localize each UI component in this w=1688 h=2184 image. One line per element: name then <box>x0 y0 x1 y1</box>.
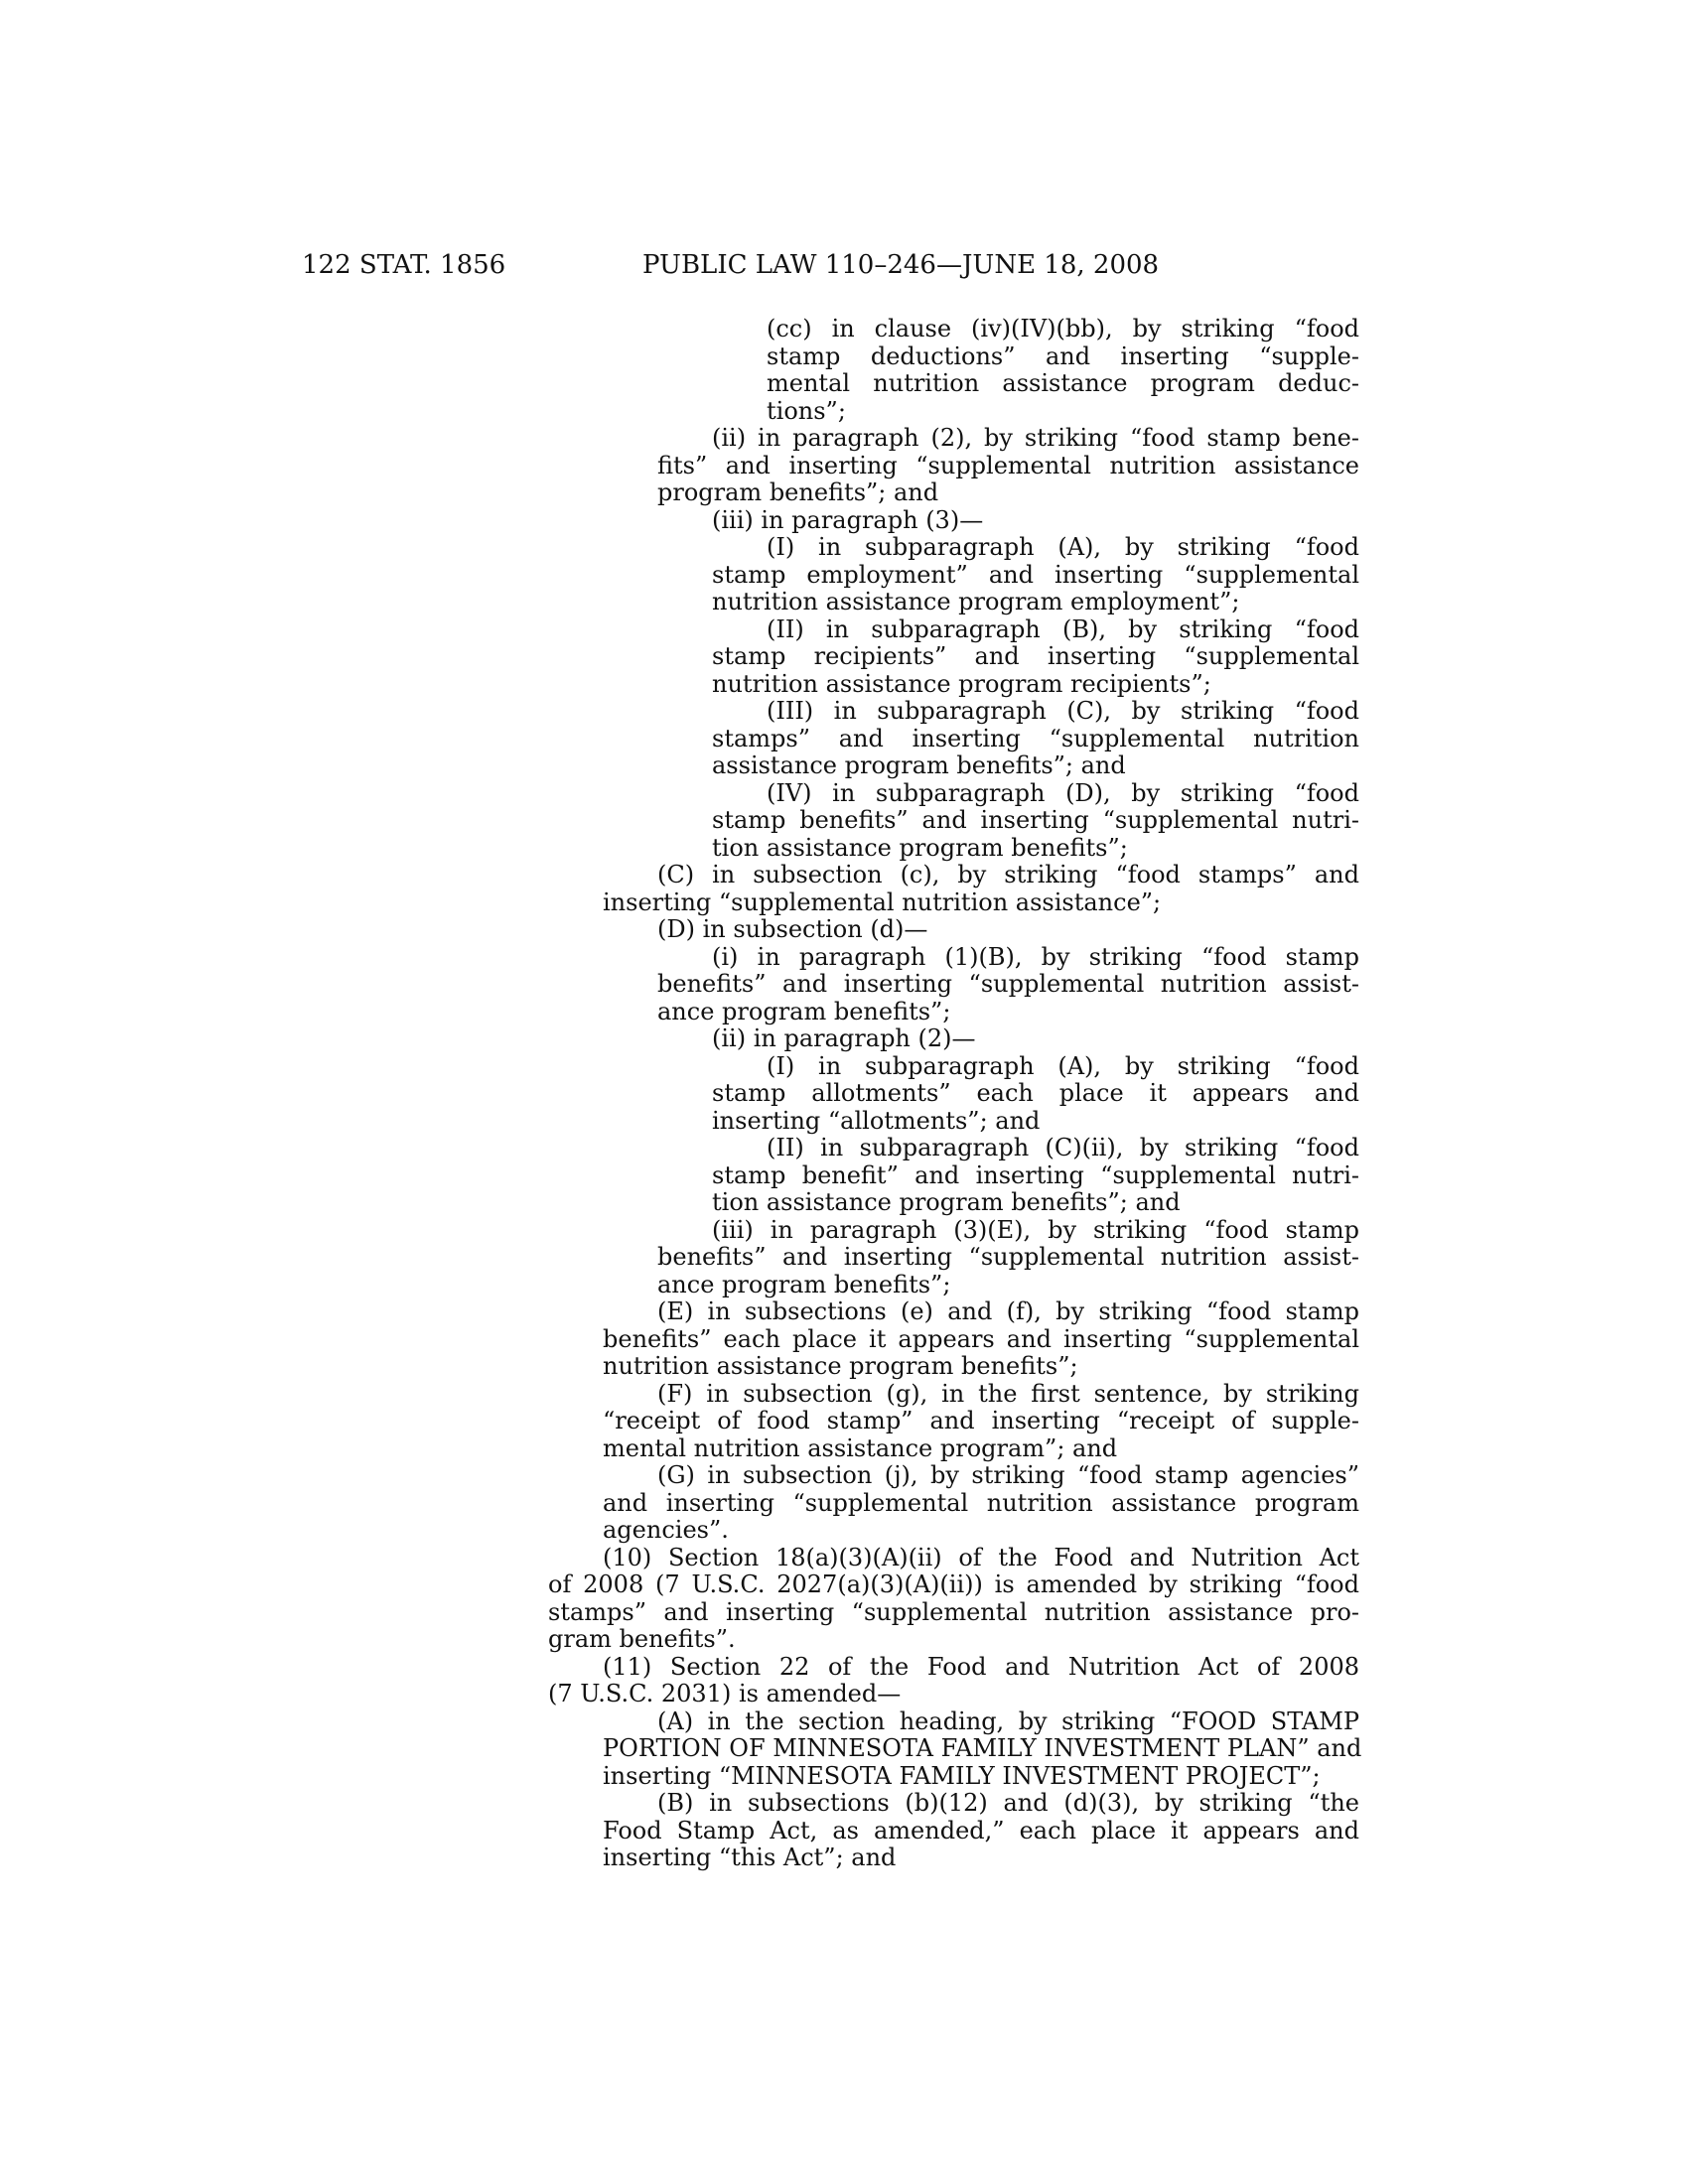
text-line: stamp benefits” and inserting “supplemental nutri- <box>712 806 1359 834</box>
text-line: Food Stamp Act, as amended,” each place it appears and <box>603 1816 1359 1844</box>
text-line: tion assistance program benefits”; <box>712 833 1128 862</box>
text-line: (i) in paragraph (1)(B), by striking “food stamp <box>712 942 1359 971</box>
text-line: agencies”. <box>603 1516 729 1544</box>
text-line: (D) in subsection (d)— <box>657 915 928 943</box>
text-line: (B) in subsections (b)(12) and (d)(3), by striking “the <box>657 1789 1359 1817</box>
text-line: benefits” and inserting “supplemental nutrition assist- <box>657 1243 1359 1271</box>
text-line: (7 U.S.C. 2031) is amended— <box>548 1680 902 1707</box>
text-line: mental nutrition assistance program”; and <box>603 1433 1118 1462</box>
text-line: stamp employment” and inserting “supplemental <box>712 560 1359 589</box>
text-line: tion assistance program benefits”; and <box>712 1188 1181 1216</box>
text-line: (II) in subparagraph (B), by striking “food <box>767 614 1359 643</box>
text-line: (C) in subsection (c), by striking “food stamps” and <box>657 861 1359 888</box>
text-line: (I) in subparagraph (A), by striking “food <box>767 533 1359 561</box>
text-line: nutrition assistance program recipients”; <box>712 669 1211 698</box>
public-law-title: PUBLIC LAW 110–246—JUNE 18, 2008 <box>642 250 1160 280</box>
text-line: (iii) in paragraph (3)— <box>712 505 984 534</box>
text-line: of 2008 (7 U.S.C. 2027(a)(3)(A)(ii)) is amended by striking “food <box>548 1570 1359 1598</box>
text-line: benefits” each place it appears and inserting “supplemental <box>603 1324 1359 1353</box>
text-line: inserting “this Act”; and <box>603 1843 897 1871</box>
text-line: stamp deductions” and inserting “supple- <box>767 341 1359 370</box>
text-line: stamps” and inserting “supplemental nutrition assistance pro- <box>548 1597 1359 1626</box>
text-line: ance program benefits”; <box>657 1270 951 1298</box>
text-line: and inserting “supplemental nutrition assistance program <box>603 1488 1359 1517</box>
text-line: (III) in subparagraph (C), by striking “food <box>767 697 1359 725</box>
text-line: PORTION OF MINNESOTA FAMILY INVESTMENT PLAN” and <box>603 1734 1362 1762</box>
text-line: (F) in subsection (g), in the first sentence, by striking <box>657 1379 1359 1408</box>
text-line: tions”; <box>767 396 846 425</box>
text-line: fits” and inserting “supplemental nutrition assistance <box>657 451 1359 479</box>
text-line: inserting “MINNESOTA FAMILY INVESTMENT PROJECT”; <box>603 1761 1321 1790</box>
text-line: inserting “allotments”; and <box>712 1106 1041 1135</box>
text-line: (I) in subparagraph (A), by striking “food <box>767 1051 1359 1080</box>
text-line: benefits” and inserting “supplemental nutrition assist- <box>657 970 1359 998</box>
text-line: mental nutrition assistance program deduc- <box>767 369 1359 397</box>
page-header <box>0 250 1688 290</box>
text-line: (G) in subsection (j), by striking “food stamp agencies” <box>657 1461 1359 1489</box>
text-line: ance program benefits”; <box>657 997 951 1025</box>
text-line: (10) Section 18(a)(3)(A)(ii) of the Food and Nutrition Act <box>603 1543 1359 1571</box>
text-line: “receipt of food stamp” and inserting “receipt of supple- <box>603 1407 1359 1434</box>
text-line: (ii) in paragraph (2)— <box>712 1024 976 1052</box>
text-line: (IV) in subparagraph (D), by striking “food <box>767 778 1359 807</box>
text-line: nutrition assistance program benefits”; <box>603 1352 1078 1380</box>
text-line: nutrition assistance program employment”; <box>712 588 1240 615</box>
text-line: stamp benefit” and inserting “supplemental nutri- <box>712 1160 1359 1189</box>
text-line: (ii) in paragraph (2), by striking “food stamp bene- <box>712 424 1359 452</box>
text-line: (E) in subsections (e) and (f), by striking “food stamp <box>657 1297 1359 1325</box>
text-line: inserting “supplemental nutrition assistance”; <box>603 887 1162 916</box>
statute-citation: 122 STAT. 1856 <box>302 250 506 280</box>
text-line: program benefits”; and <box>657 478 939 506</box>
text-line: (cc) in clause (iv)(IV)(bb), by striking “food <box>767 315 1359 342</box>
text-line: (11) Section 22 of the Food and Nutrition Act of 2008 <box>603 1652 1359 1681</box>
text-line: (II) in subparagraph (C)(ii), by striking “food <box>767 1134 1359 1161</box>
text-line: assistance program benefits”; and <box>712 751 1126 779</box>
text-line: stamp recipients” and inserting “supplemental <box>712 642 1359 670</box>
text-line: gram benefits”. <box>548 1625 736 1653</box>
text-line: (iii) in paragraph (3)(E), by striking “food stamp <box>712 1215 1359 1244</box>
text-line: stamp allotments” each place it appears and <box>712 1079 1359 1107</box>
text-line: stamps” and inserting “supplemental nutrition <box>712 724 1359 752</box>
text-line: (A) in the section heading, by striking “FOOD STAMP <box>657 1706 1359 1735</box>
